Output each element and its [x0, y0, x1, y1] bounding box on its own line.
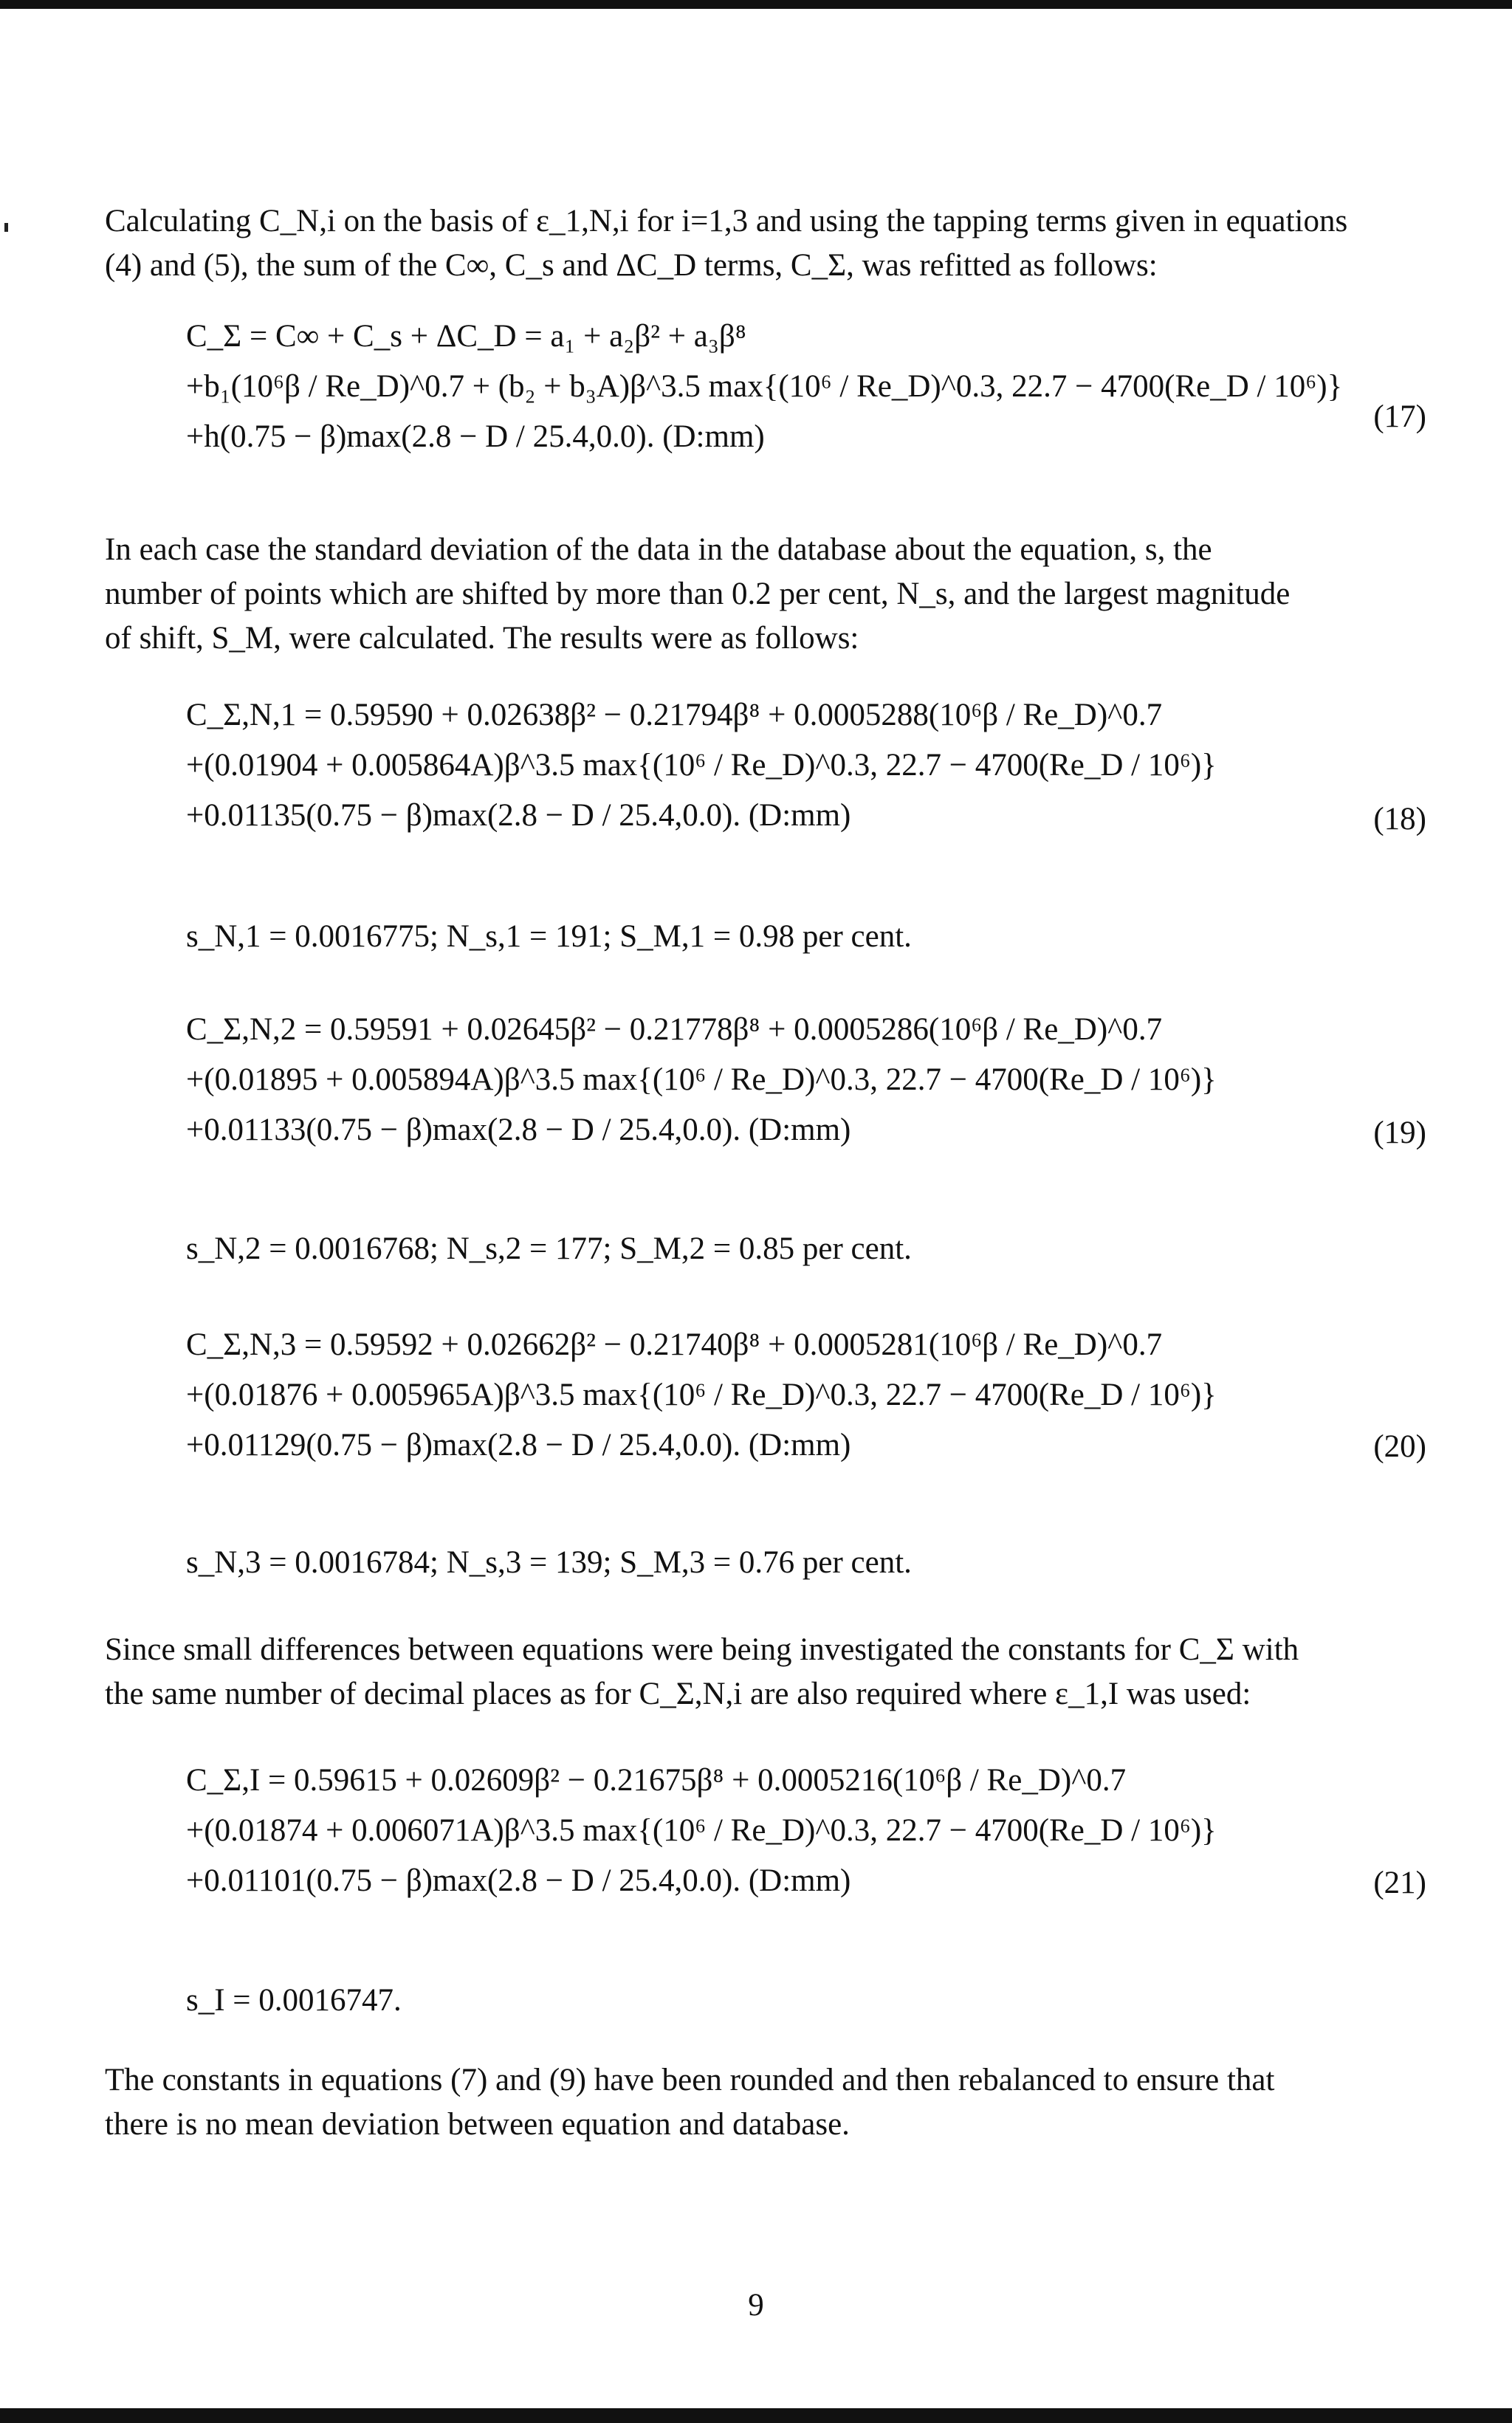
equation-line: C_Σ = C∞ + C_s + ΔC_D = a₁ + a₂β² + a₃β⁸ — [186, 319, 746, 354]
equation-line: +(0.01904 + 0.005864A)β^3.5 max{(10⁶ / Re_D)^0.3, 22.7 − 4700(Re_D / 10⁶)} — [186, 748, 1217, 783]
statistics-line-1: s_N,1 = 0.0016775; N_s,1 = 191; S_M,1 = 0.98 per cent. — [186, 919, 912, 954]
paragraph-line: of shift, S_M, were calculated. The results were as follows: — [105, 621, 859, 656]
equation-18 — [186, 690, 1426, 841]
equation-line: C_Σ,I = 0.59615 + 0.02609β² − 0.21675β⁸ + 0.0005216(10⁶β / Re_D)^0.7 — [186, 1763, 1127, 1798]
equation-line: C_Σ,N,2 = 0.59591 + 0.02645β² − 0.21778β⁸ + 0.0005286(10⁶β / Re_D)^0.7 — [186, 1012, 1163, 1047]
equation-line: +0.01129(0.75 − β)max(2.8 − D / 25.4,0.0). (D:mm) — [186, 1428, 851, 1463]
equation-number-19: (19) — [1373, 1116, 1426, 1150]
paragraph-results-intro — [105, 528, 1426, 661]
statistics-line-3: s_N,3 = 0.0016784; N_s,3 = 139; S_M,3 = 0.76 per cent. — [186, 1545, 912, 1580]
page-number: 9 — [748, 2288, 764, 2323]
equation-number-21: (21) — [1373, 1866, 1426, 1900]
equation-line: +(0.01874 + 0.006071A)β^3.5 max{(10⁶ / Re_D)^0.3, 22.7 − 4700(Re_D / 10⁶)} — [186, 1813, 1217, 1848]
paragraph-line: the same number of decimal places as for C_Σ,N,i are also required where ε_1,I was used: — [105, 1677, 1251, 1711]
equation-line: C_Σ,N,1 = 0.59590 + 0.02638β² − 0.21794β⁸ + 0.0005288(10⁶β / Re_D)^0.7 — [186, 698, 1163, 732]
statistics-line-2: s_N,2 = 0.0016768; N_s,2 = 177; S_M,2 = 0.85 per cent. — [186, 1231, 912, 1266]
paragraph-rounding — [105, 2058, 1426, 2147]
scan-top-edge — [0, 0, 1512, 9]
equation-line: +(0.01895 + 0.005894A)β^3.5 max{(10⁶ / Re_D)^0.3, 22.7 − 4700(Re_D / 10⁶)} — [186, 1062, 1217, 1097]
paragraph-decimal-places — [105, 1628, 1426, 1716]
scan-margin-mark — [4, 223, 8, 232]
equation-line: +0.01133(0.75 − β)max(2.8 − D / 25.4,0.0). (D:mm) — [186, 1113, 851, 1147]
equation-number-20: (20) — [1373, 1429, 1426, 1464]
scan-bottom-edge — [0, 2408, 1512, 2423]
paragraph-intro — [105, 199, 1426, 288]
equation-line: +0.01135(0.75 − β)max(2.8 − D / 25.4,0.0). (D:mm) — [186, 798, 851, 833]
equation-line: +h(0.75 − β)max(2.8 − D / 25.4,0.0). (D:mm) — [186, 419, 765, 454]
statistics-line-4: s_I = 0.0016747. — [186, 1983, 402, 2018]
paragraph-line: number of points which are shifted by more than 0.2 per cent, N_s, and the largest magnitude — [105, 577, 1291, 611]
paragraph-line: (4) and (5), the sum of the C∞, C_s and ΔC_D terms, C_Σ, was refitted as follows: — [105, 248, 1158, 283]
paragraph-line: Calculating C_N,i on the basis of ε_1,N,i for i=1,3 and using the tapping terms given in equations — [105, 204, 1348, 238]
equation-line: +0.01101(0.75 − β)max(2.8 − D / 25.4,0.0). (D:mm) — [186, 1863, 851, 1898]
paragraph-line: The constants in equations (7) and (9) have been rounded and then rebalanced to ensure that — [105, 2063, 1275, 2097]
equation-line: +(0.01876 + 0.005965A)β^3.5 max{(10⁶ / Re_D)^0.3, 22.7 − 4700(Re_D / 10⁶)} — [186, 1378, 1217, 1412]
paragraph-line: Since small differences between equations were being investigated the constants for C_Σ with — [105, 1632, 1299, 1667]
paragraph-line: there is no mean deviation between equation and database. — [105, 2107, 850, 2142]
equation-number-17: (17) — [1373, 399, 1426, 434]
equation-17 — [186, 312, 1426, 462]
equation-number-18: (18) — [1373, 802, 1426, 836]
equation-19 — [186, 1005, 1426, 1155]
equation-line: C_Σ,N,3 = 0.59592 + 0.02662β² − 0.21740β⁸ + 0.0005281(10⁶β / Re_D)^0.7 — [186, 1327, 1163, 1362]
equation-line: +b₁(10⁶β / Re_D)^0.7 + (b₂ + b₃A)β^3.5 max{(10⁶ / Re_D)^0.3, 22.7 − 4700(Re_D / 10⁶)} — [186, 369, 1343, 404]
equation-20 — [186, 1320, 1426, 1471]
paragraph-line: In each case the standard deviation of the data in the database about the equation, s, the — [105, 532, 1212, 567]
equation-21 — [186, 1756, 1426, 1906]
